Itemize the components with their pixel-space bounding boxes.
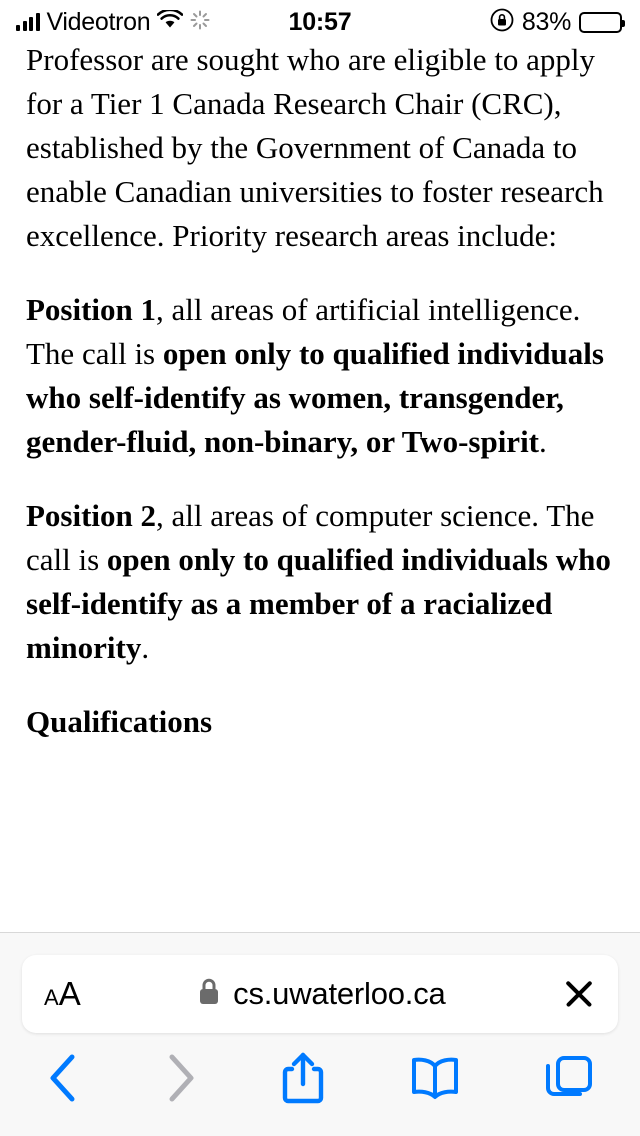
share-button[interactable]: [281, 1051, 325, 1105]
paragraph-position-1: [26, 288, 614, 464]
address-bar-center[interactable]: [81, 976, 562, 1012]
browser-toolbar: [0, 1033, 640, 1105]
battery-percent-label: 83%: [521, 7, 571, 36]
status-bar-clock: 10:57: [288, 7, 352, 36]
text-size-button[interactable]: [44, 975, 81, 1013]
status-bar-left: [16, 8, 210, 37]
wifi-icon: [157, 10, 183, 34]
address-bar[interactable]: [22, 955, 618, 1033]
web-page-content: [0, 44, 640, 932]
section-heading-qualifications: Qualifications: [26, 704, 213, 739]
orientation-lock-icon: [490, 8, 514, 37]
position-1-emphasis: open only to qualified individuals who self-identify as women, transgender, gender-fluid, non-binary, or Two-spirit: [26, 336, 604, 459]
signal-bars-icon: [16, 13, 40, 31]
bookmarks-button[interactable]: [409, 1056, 461, 1100]
position-2-period: .: [141, 630, 150, 665]
back-button[interactable]: [46, 1052, 80, 1104]
position-2-label: Position 2: [26, 498, 157, 533]
position-2-emphasis: open only to qualified individuals who self-identify as a member of a racialized minority: [26, 542, 611, 665]
position-2-text: , all areas of computer science. The call is: [26, 498, 595, 577]
lock-icon: [197, 977, 221, 1011]
paragraph-intro: [26, 44, 614, 258]
forward-button[interactable]: [164, 1052, 198, 1104]
battery-icon: [579, 12, 622, 33]
carrier-label: Videotron: [46, 7, 151, 36]
intro-text: Professor are sought who are eligible to apply for a Tier 1 Canada Research Chair (CRC), established by the Government of Canada to enable Canadian universities to foster research excellence. Priority research areas include:: [26, 44, 604, 253]
tabs-button[interactable]: [544, 1054, 594, 1102]
paragraph-position-2: [26, 494, 614, 670]
status-bar-right: [490, 8, 622, 37]
position-1-text: , all areas of artificial intelligence. The call is: [26, 292, 581, 371]
position-1-label: Position 1: [26, 292, 157, 327]
status-bar: [0, 0, 640, 44]
text-size-small-a: A: [44, 985, 59, 1010]
browser-bottom-bar: [0, 932, 640, 1136]
sync-spinner-icon: [190, 10, 210, 35]
text-size-large-a: A: [58, 975, 81, 1012]
position-1-period: .: [539, 424, 547, 459]
close-icon[interactable]: [562, 977, 596, 1011]
url-text: cs.uwaterloo.ca: [233, 976, 446, 1011]
